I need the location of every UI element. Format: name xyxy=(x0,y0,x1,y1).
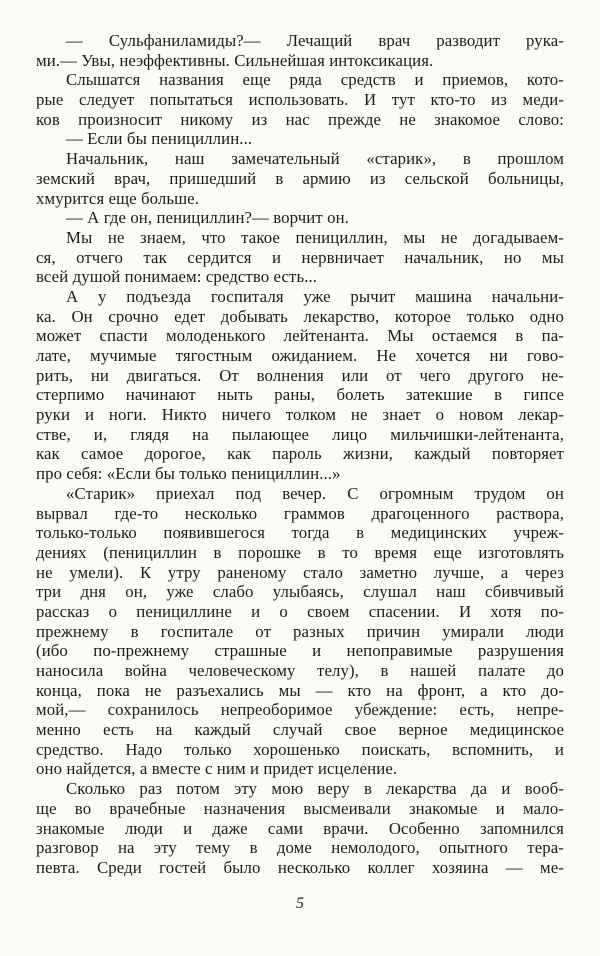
text-line: разговор на эту тему в доме немолодого, опытного тера- xyxy=(36,838,564,858)
text-line: ся, отчего так сердится и нервничает начальник, но мы xyxy=(36,247,564,267)
text-line: руки и ноги. Никто ничего толком не знает о новом лекар- xyxy=(36,405,564,425)
text-line: вырвал где-то несколько граммов драгоценного раствора, xyxy=(36,503,564,523)
text-line: Слышатся названия еще ряда средств и приемов, кото- xyxy=(66,70,564,90)
text-line: ка. Он срочно едет добывать лекарство, которое только одно xyxy=(36,306,564,326)
text-line: мой,— сохранилось непреоборимое убеждение: есть, непре- xyxy=(36,700,564,720)
text-line: — Сульфаниламиды?— Лечащий врач разводит рука- xyxy=(66,31,564,50)
text-line: певта. Среди гостей было несколько коллег хозяина — ме- xyxy=(36,857,564,877)
text-line: ще во врачебные назначения высмеивали знакомые и мало- xyxy=(36,798,564,818)
text-line: (ибо по-прежнему страшные и непоправимые разрушения xyxy=(36,641,564,661)
text-line: всей душой понимаем: средство есть... xyxy=(36,267,318,287)
text-line: дениях (пенициллин в порошке в то время еще изготовлять xyxy=(36,542,564,562)
text-line: лате, мучимые тягостным ожиданием. Не хочется ни гово- xyxy=(36,346,564,365)
text-line: ков произносит никому из нас прежде не знакомое слово: xyxy=(36,109,564,129)
text-line: не умели). К утру раненому стало заметно лучше, а через xyxy=(36,562,564,582)
page-text-block xyxy=(36,31,564,878)
text-line: как самое дорогое, как пароль жизни, каждый повторяет xyxy=(36,444,564,464)
text-line: конца, пока не разъехались мы — кто на фронт, а кто до- xyxy=(36,680,564,700)
text-line: может спасти молоденького лейтенанта. Мы остаемся в па- xyxy=(36,326,564,346)
text-line: рые следует попытаться использовать. И тут кто-то из меди- xyxy=(36,90,564,110)
text-line: А у подъезда госпиталя уже рычит машина начальни- xyxy=(66,286,564,306)
text-line: только-только появившегося тогда в медицинских учреж- xyxy=(36,523,564,543)
text-line: три дня он, уже слабо улыбаясь, слушал наш сбивчивый xyxy=(36,582,564,602)
page-number: 5 xyxy=(296,895,304,912)
text-line: рить, ни двигаться. От волнения или от чего другого не- xyxy=(36,365,564,385)
text-line: менно есть на каждый случай свое верное медицинское xyxy=(36,720,564,740)
text-line: знакомые люди и даже сами врачи. Особенно запомнился xyxy=(36,818,564,838)
text-line: оно найдется, а вместе с ним и придет исцеление. xyxy=(36,759,398,779)
text-line: Мы не знаем, что такое пенициллин, мы не догадываем- xyxy=(66,227,564,247)
text-line: наносила война человеческому телу), в нашей палате до xyxy=(36,661,564,680)
text-line: рассказ о пенициллине и о своем спасении. И хотя по- xyxy=(36,601,564,621)
text-line: Сколько раз потом эту мою веру в лекарства да и вооб- xyxy=(66,779,564,799)
text-line: Начальник, наш замечательный «старик», в прошлом xyxy=(66,149,564,169)
text-line: ми.— Увы, неэффективны. Сильнейшая интоксикация. xyxy=(36,50,434,70)
text-line: прежнему в госпитале от разных причин умирали люди xyxy=(36,621,564,641)
text-line: хмурится еще больше. xyxy=(36,188,199,208)
text-line: средство. Надо только хорошенько поискать, вспомнить, и xyxy=(36,739,564,759)
text-line: про себя: «Если бы только пенициллин...» xyxy=(36,464,341,484)
text-line: «Старик» приехал под вечер. С огромным трудом он xyxy=(66,483,564,503)
text-line: земский врач, пришедший в армию из сельской больницы, xyxy=(36,168,564,188)
text-line: — А где он, пенициллин?— ворчит он. xyxy=(66,208,349,228)
text-line: стве, и, глядя на пылающее лицо мильчишки-лейтенанта, xyxy=(36,424,564,444)
text-line: — Если бы пенициллин... xyxy=(66,129,253,149)
text-line: стерпимо начинают ныть раны, болеть затекшие в гипсе xyxy=(36,385,564,405)
